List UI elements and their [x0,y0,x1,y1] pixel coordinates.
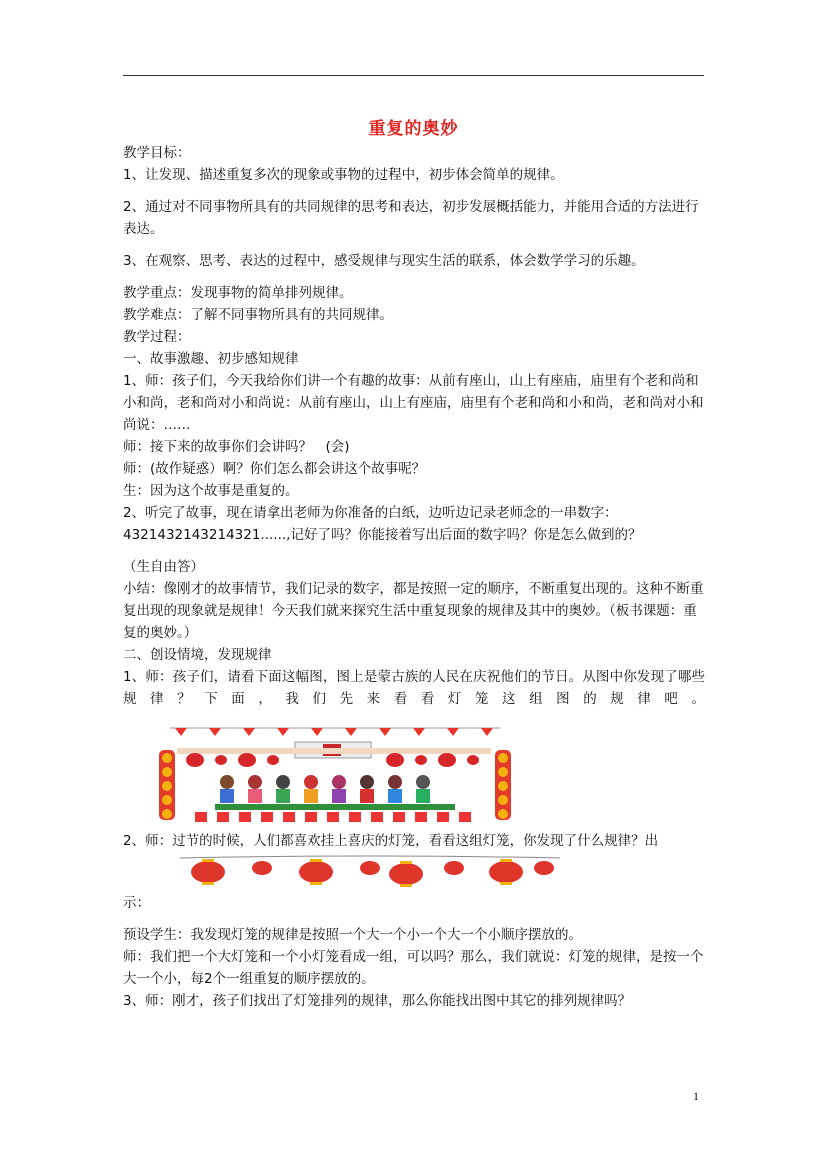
header-rule [123,75,704,76]
section-1-para-1: 1、师：孩子们，今天我给你们讲一个有趣的故事：从前有座山，山上有座庙，庙里有个老和尚和小和尚，老和尚对小和尚说：从前有座山，山上有座庙，庙里有个老和尚和小和尚，老和尚对小和尚说：…… [123,373,704,433]
section-2-para-2: 2、师：过节的时候，人们都喜欢挂上喜庆的灯笼，看看这组灯笼，你发现了什么规律？出 [123,833,659,849]
objective-3: 3、在观察、思考、表达的过程中，感受规律与现实生活的联系，体会数学学习的乐趣。 [123,253,645,269]
show-label: 示： [123,895,150,911]
section-1-para-4: 生：因为这个故事是重复的。 [123,483,299,499]
objective-2: 2、通过对不同事物所具有的共同规律的思考和表达，初步发展概括能力，并能用合适的方法进行表达。 [123,199,699,237]
objective-1: 1、让发现、描述重复多次的现象或事物的过程中，初步体会简单的规律。 [123,167,564,183]
lantern-row [123,852,705,914]
document-body [123,142,705,1012]
process-heading: 教学过程： [123,329,191,345]
section-1-para-6: （生自由答） [123,559,204,575]
objectives-heading: 教学目标： [123,145,191,161]
section-1-para-2: 师：接下来的故事你们会讲吗？ (会) [123,439,350,455]
lanterns-image [180,852,560,892]
festival-scene-image [155,718,515,826]
key-point: 教学重点：发现事物的简单排列规律。 [123,285,353,301]
section-2-para-3: 预设学生：我发现灯笼的规律是按照一个大一个小一个大一个小顺序摆放的。 [123,927,582,943]
section-2-para-1: 1、师：孩子们，请看下面这幅图，图上是蒙古族的人民在庆祝他们的节日。从图中你发现了哪些规律？下面，我们先来看看灯笼这组图的规律吧。 [123,669,705,707]
page-title: 重复的奥妙 [368,119,459,139]
section-2-heading: 二、创设情境，发现规律 [123,647,272,663]
section-1-para-5: 2、听完了故事，现在请拿出老师为你准备的白纸，边听边记录老师念的一串数字：4321432143214321......,记好了吗？你能接着写出后面的数字吗？你是怎么做到的？ [123,505,642,543]
section-2-para-4: 师：我们把一个大灯笼和一个小灯笼看成一组，可以吗？那么，我们就说：灯笼的规律，是按一个大一个小，每2个一组重复的顺序摆放的。 [123,949,704,987]
section-1-summary: 小结：像刚才的故事情节，我们记录的数字，都是按照一定的顺序，不断重复出现的。这种不断重复出现的现象就是规律！今天我们就来探究生活中重复现象的规律及其中的奥妙。（板书课题：重复的奥妙。） [123,581,704,641]
section-1-para-3: 师：(故作疑惑）啊？你们怎么都会讲这个故事呢？ [123,461,426,477]
section-1-heading: 一、故事激趣、初步感知规律 [123,351,299,367]
section-2-para-5: 3、师：刚才，孩子们找出了灯笼排列的规律，那么你能找出图中其它的排列规律吗？ [123,993,632,1009]
page-number: 1 [693,1089,699,1103]
difficulty: 教学难点：了解不同事物所具有的共同规律。 [123,307,393,323]
